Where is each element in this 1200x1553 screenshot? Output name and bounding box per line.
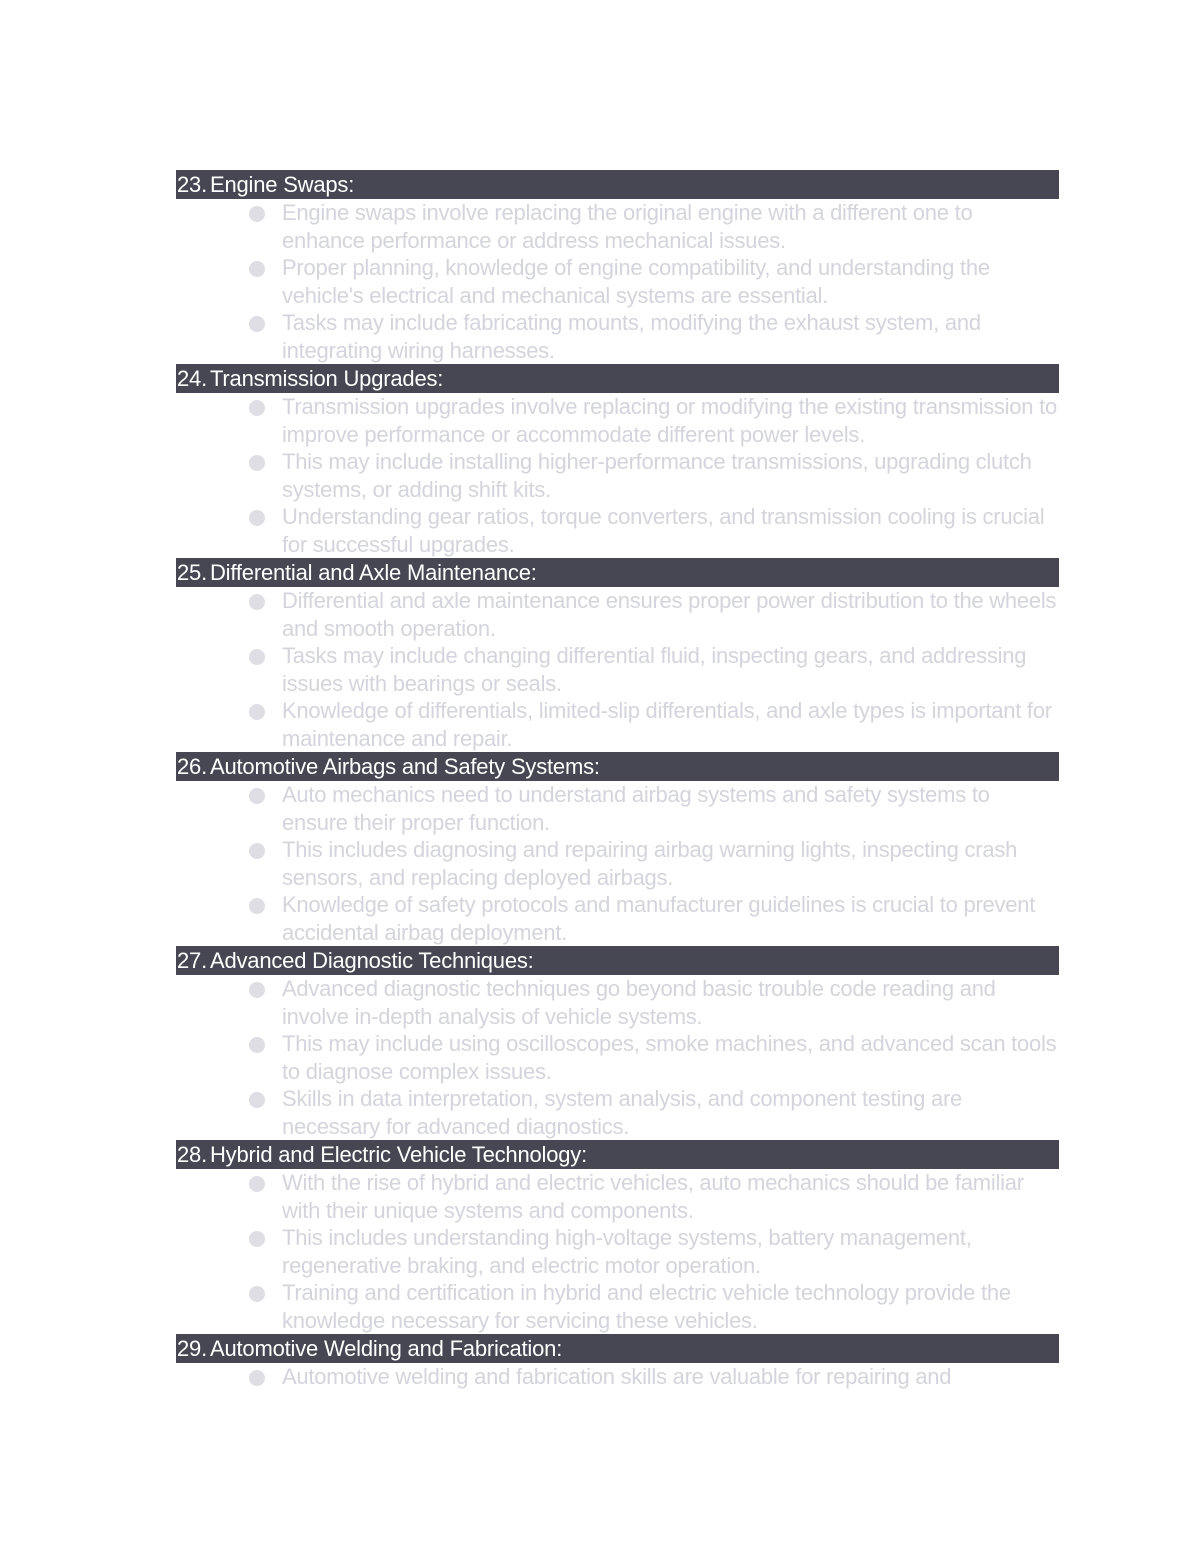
bullet-dot-icon xyxy=(249,1286,265,1302)
section xyxy=(176,752,1059,946)
section-heading xyxy=(176,364,1059,393)
bullet-dot-icon xyxy=(249,898,265,914)
section-heading xyxy=(176,752,1059,781)
section-title: Transmission Upgrades: xyxy=(209,366,444,391)
bullet-dot-icon xyxy=(249,1176,265,1192)
section-number: 29. xyxy=(177,1336,207,1361)
bullet-dot-icon xyxy=(249,704,265,720)
bullet-list xyxy=(176,1169,1059,1334)
bullet-dot-icon xyxy=(249,1231,265,1247)
section-heading xyxy=(176,1334,1059,1363)
section-title: Hybrid and Electric Vehicle Technology: xyxy=(209,1142,587,1167)
list-item xyxy=(176,836,1059,891)
bullet-text: This includes diagnosing and repairing airbag warning lights, inspecting crash sensors, and replacing deployed airbags. xyxy=(282,837,1018,890)
list-item xyxy=(176,309,1059,364)
bullet-text: This includes understanding high-voltage systems, battery management, regenerative braking, and electric motor operation. xyxy=(282,1225,972,1278)
section-number: 27. xyxy=(177,948,207,973)
section-number: 23. xyxy=(177,172,207,197)
bullet-dot-icon xyxy=(249,316,265,332)
section-title: Automotive Airbags and Safety Systems: xyxy=(209,754,600,779)
bullet-text: Engine swaps involve replacing the original engine with a different one to enhance performance or address mechanical issues. xyxy=(282,200,973,253)
bullet-text: Auto mechanics need to understand airbag systems and safety systems to ensure their proper function. xyxy=(282,782,990,835)
bullet-text: Automotive welding and fabrication skills are valuable for repairing and xyxy=(282,1364,952,1389)
bullet-list xyxy=(176,587,1059,752)
bullet-dot-icon xyxy=(249,843,265,859)
section xyxy=(176,558,1059,752)
section-heading xyxy=(176,1140,1059,1169)
bullet-text: With the rise of hybrid and electric vehicles, auto mechanics should be familiar with their unique systems and components. xyxy=(282,1170,1024,1223)
section-title: Automotive Welding and Fabrication: xyxy=(209,1336,563,1361)
bullet-text: Differential and axle maintenance ensures proper power distribution to the wheels and smooth operation. xyxy=(282,588,1057,641)
bullet-dot-icon xyxy=(249,400,265,416)
list-item xyxy=(176,1279,1059,1334)
section-number: 28. xyxy=(177,1142,207,1167)
bullet-list xyxy=(176,393,1059,558)
bullet-text: Knowledge of differentials, limited-slip differentials, and axle types is important for maintenance and repair. xyxy=(282,698,1052,751)
section xyxy=(176,1140,1059,1334)
bullet-text: Advanced diagnostic techniques go beyond basic trouble code reading and involve in-depth analysis of vehicle systems. xyxy=(282,976,996,1029)
section-title: Engine Swaps: xyxy=(209,172,355,197)
section xyxy=(176,946,1059,1140)
section-number: 26. xyxy=(177,754,207,779)
list-item xyxy=(176,254,1059,309)
bullet-dot-icon xyxy=(249,788,265,804)
list-item xyxy=(176,1169,1059,1224)
section-title: Advanced Diagnostic Techniques: xyxy=(209,948,534,973)
bullet-dot-icon xyxy=(249,1037,265,1053)
section-heading xyxy=(176,558,1059,587)
bullet-dot-icon xyxy=(249,649,265,665)
list-item xyxy=(176,199,1059,254)
list-item xyxy=(176,1030,1059,1085)
bullet-dot-icon xyxy=(249,982,265,998)
bullet-list xyxy=(176,1363,1059,1391)
bullet-text: This may include installing higher-performance transmissions, upgrading clutch systems, or adding shift kits. xyxy=(282,449,1032,502)
section xyxy=(176,170,1059,364)
bullet-text: Transmission upgrades involve replacing or modifying the existing transmission to improve performance or accommodate different power levels. xyxy=(282,394,1057,447)
bullet-text: Tasks may include fabricating mounts, modifying the exhaust system, and integrating wiring harnesses. xyxy=(282,310,981,363)
section-heading xyxy=(176,946,1059,975)
list-item xyxy=(176,587,1059,642)
section-title: Differential and Axle Maintenance: xyxy=(209,560,537,585)
section-number: 25. xyxy=(177,560,207,585)
bullet-dot-icon xyxy=(249,510,265,526)
list-item xyxy=(176,503,1059,558)
list-item xyxy=(176,697,1059,752)
bullet-text: Tasks may include changing differential fluid, inspecting gears, and addressing issues with bearings or seals. xyxy=(282,643,1027,696)
bullet-list xyxy=(176,975,1059,1140)
bullet-text: Training and certification in hybrid and electric vehicle technology provide the knowledge necessary for servicing these vehicles. xyxy=(282,1280,1011,1333)
section xyxy=(176,1334,1059,1391)
list-item xyxy=(176,975,1059,1030)
list-item xyxy=(176,642,1059,697)
bullet-dot-icon xyxy=(249,455,265,471)
bullet-text: Proper planning, knowledge of engine compatibility, and understanding the vehicle's electrical and mechanical systems are essential. xyxy=(282,255,990,308)
list-item xyxy=(176,1363,1059,1391)
bullet-dot-icon xyxy=(249,1092,265,1108)
bullet-text: Skills in data interpretation, system analysis, and component testing are necessary for advanced diagnostics. xyxy=(282,1086,963,1139)
list-item xyxy=(176,393,1059,448)
list-item xyxy=(176,1224,1059,1279)
section-heading xyxy=(176,170,1059,199)
bullet-list xyxy=(176,781,1059,946)
document-body xyxy=(176,170,1059,1391)
bullet-dot-icon xyxy=(249,261,265,277)
list-item xyxy=(176,781,1059,836)
bullet-dot-icon xyxy=(249,1370,265,1386)
list-item xyxy=(176,891,1059,946)
section-number: 24. xyxy=(177,366,207,391)
bullet-dot-icon xyxy=(249,206,265,222)
bullet-dot-icon xyxy=(249,594,265,610)
bullet-text: Knowledge of safety protocols and manufacturer guidelines is crucial to prevent accidental airbag deployment. xyxy=(282,892,1036,945)
section xyxy=(176,364,1059,558)
bullet-text: This may include using oscilloscopes, smoke machines, and advanced scan tools to diagnose complex issues. xyxy=(282,1031,1057,1084)
bullet-text: Understanding gear ratios, torque converters, and transmission cooling is crucial for successful upgrades. xyxy=(282,504,1045,557)
bullet-list xyxy=(176,199,1059,364)
list-item xyxy=(176,1085,1059,1140)
list-item xyxy=(176,448,1059,503)
